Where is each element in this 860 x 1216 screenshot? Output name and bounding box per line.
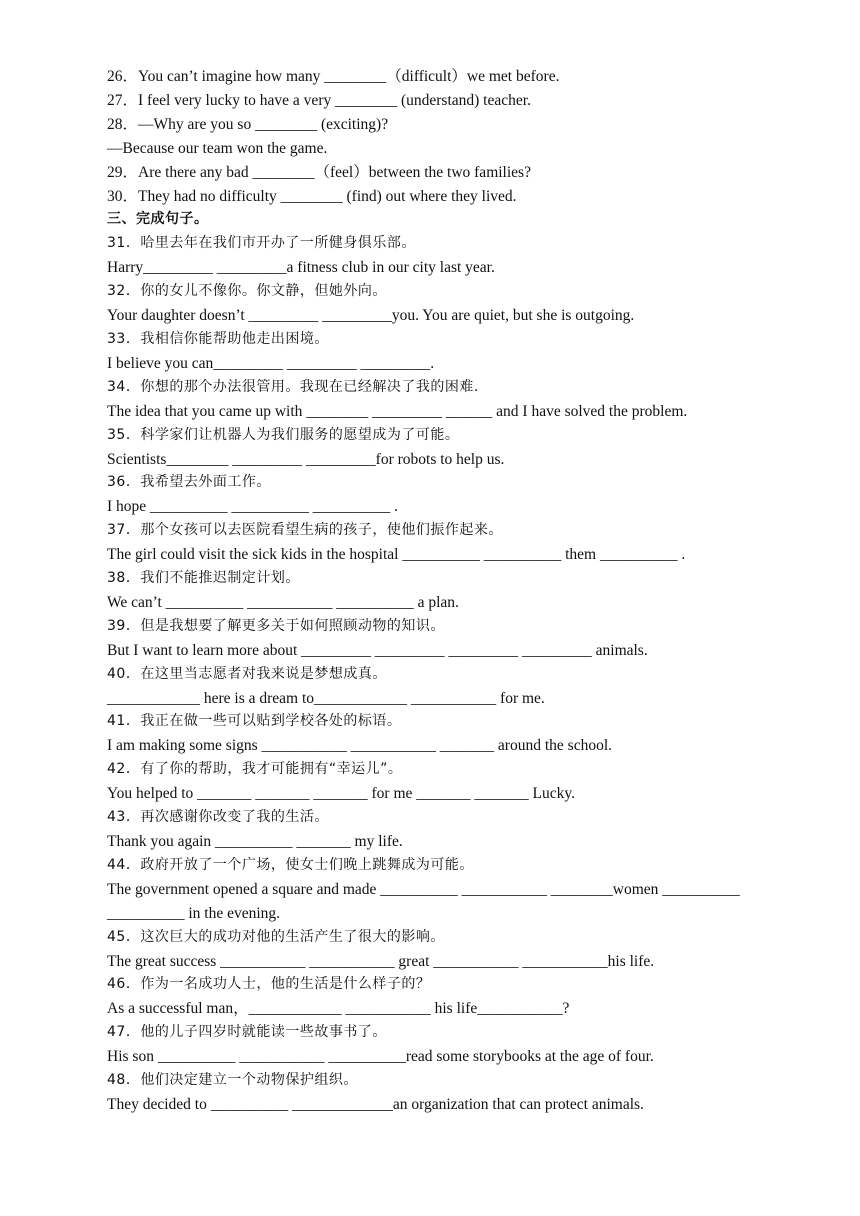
question-48-english: They decided to __________ _____________an organization that can protect animals. [107,1095,644,1113]
question-46-chinese: 46．作为一名成功人士，他的生活是什么样子的？ [107,976,431,993]
question-44-chinese: 44．政府开放了一个广场，使女士们晚上跳舞成为可能。 [107,856,474,873]
question-44-english: The government opened a square and made __________ ___________ ________women __________ __________ in the evening. [107,880,740,922]
question-39-english: But I want to learn more about _________ _________ _________ _________ animals. [107,641,648,659]
question-31-chinese: 31．哈里去年在我们市开办了一所健身俱乐部。 [107,235,416,252]
question-34-english: The idea that you came up with ________ _________ ______ and I have solved the problem. [107,402,688,420]
section-heading: 三、完成句子。 [107,211,209,228]
question-26: 26．You can’t imagine how many ________（difficult）we met before. [107,68,560,85]
question-36-chinese: 36．我希望去外面工作。 [107,474,271,491]
question-43-chinese: 43．再次感谢你改变了我的生活。 [107,809,329,826]
question-28-answer-line: —Because our team won the game. [107,139,328,157]
question-39-chinese: 39．但是我想要了解更多关于如何照顾动物的知识。 [107,617,445,634]
question-32-english: Your daughter doesn’t _________ _________you. You are quiet, but she is outgoing. [107,307,635,325]
question-37-english: The girl could visit the sick kids in the hospital __________ __________ them __________ . [107,546,686,564]
question-35-english: Scientists________ _________ _________for robots to help us. [107,450,505,468]
question-42-chinese: 42．有了你的帮助，我才可能拥有“幸运儿”。 [107,761,403,778]
question-34-chinese: 34．你想的那个办法很管用。我现在已经解决了我的困难. [107,378,479,395]
question-46-english: As a successful man，____________ ___________ his life___________? [107,1000,570,1018]
question-45-english: The great success ___________ ___________ great ___________ ___________his life. [107,952,655,970]
question-36-english: I hope __________ __________ __________ . [107,498,399,516]
question-41-english: I am making some signs ___________ ___________ _______ around the school. [107,737,612,755]
question-30: 30．They had no difficulty ________ (find) out where they lived. [107,187,517,205]
question-47-chinese: 47．他的儿子四岁时就能读一些故事书了。 [107,1024,387,1041]
question-42-english: You helped to _______ _______ _______ for me _______ _______ Lucky. [107,785,575,803]
question-47-english: His son __________ ___________ __________read some storybooks at the age of four. [107,1048,654,1066]
question-33-english: I believe you can_________ _________ _________. [107,354,435,372]
worksheet-page [107,65,767,1117]
question-41-chinese: 41．我正在做一些可以贴到学校各处的标语。 [107,713,402,730]
question-29: 29．Are there any bad ________（feel）between the two families? [107,163,531,181]
question-43-english: Thank you again __________ _______ my life. [107,833,403,850]
question-48-chinese: 48．他们决定建立一个动物保护组织。 [107,1072,358,1089]
question-38-chinese: 38．我们不能推迟制定计划。 [107,570,300,587]
question-37-chinese: 37．那个女孩可以去医院看望生病的孩子，使他们振作起来。 [107,522,503,539]
question-38-english: We can’t __________ ___________ __________ a plan. [107,593,459,611]
question-40-chinese: 40．在这里当志愿者对我来说是梦想成真。 [107,665,387,682]
question-27: 27．I feel very lucky to have a very ________ (understand) teacher. [107,91,531,109]
question-45-chinese: 45．这次巨大的成功对他的生活产生了很大的影响。 [107,928,445,945]
question-32-chinese: 32．你的女儿不像你。你文静，但她外向。 [107,283,387,300]
question-28: 28．—Why are you so ________ (exciting)? [107,115,389,133]
question-33-chinese: 33．我相信你能帮助他走出困境。 [107,330,329,347]
question-35-chinese: 35．科学家们让机器人为我们服务的愿望成为了可能。 [107,426,460,443]
question-40-english: ____________ here is a dream to____________ ___________ for me. [107,689,545,707]
question-31-english: Harry_________ _________a fitness club in our city last year. [107,259,495,277]
